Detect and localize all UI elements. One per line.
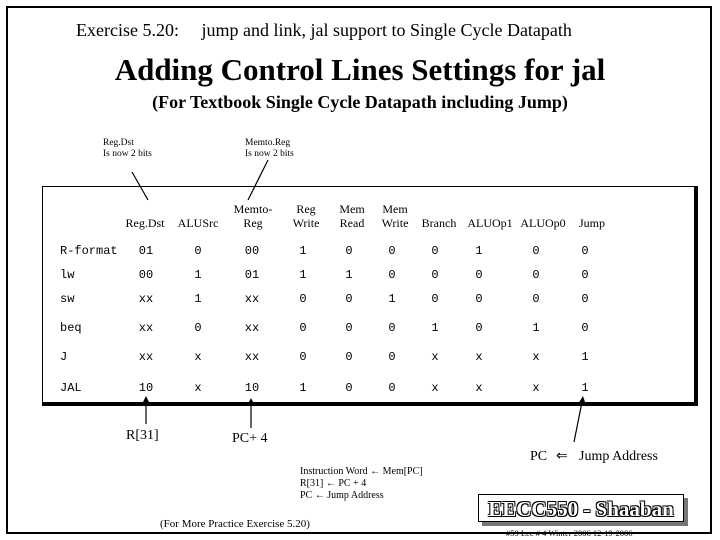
table-cell: 0 [388,321,396,335]
row-label-rformat: R-format [60,244,118,258]
table-cell: 0 [388,268,396,282]
col-header-regdst: Reg.Dst [125,216,165,230]
table-cell: 0 [581,268,589,282]
table-cell: 0 [475,321,483,335]
table-cell: 1 [532,321,540,335]
table-cell: x [194,381,202,395]
footnote-line: R[31] ← PC + 4 [300,478,367,489]
col-header-aluop1: ALUOp1 [467,216,513,230]
table-cell: x [475,350,483,364]
table-cell: 0 [345,350,353,364]
r31-label: R[31] [126,428,159,443]
r31-arrowhead-icon [142,396,150,404]
practice-note: (For More Practice Exercise 5.20) [160,518,310,530]
table-cell: 0 [581,244,589,258]
table-cell: x [532,381,540,395]
table-cell: 0 [532,244,540,258]
col-header-regwrite: Reg Write [292,202,320,230]
table-cell: x [194,350,202,364]
table-cell: 1 [299,268,307,282]
table-cell: 1 [581,350,589,364]
exercise-topic: jump and link, jal support to Single Cycle Datapath [201,20,572,40]
table-cell: x [431,350,439,364]
table-cell: 0 [581,321,589,335]
table-cell: 0 [431,268,439,282]
row-label-j: J [60,350,68,364]
table-cell: 0 [388,350,396,364]
table-cell: 0 [194,321,202,335]
left-arrow-icon: ⇐ [556,449,568,464]
table-cell: 0 [431,244,439,258]
jump-address-label: Jump Address [579,449,658,464]
table-cell: 0 [345,381,353,395]
col-header-branch: Branch [421,216,457,230]
table-cell: 0 [388,381,396,395]
table-cell: 1 [431,321,439,335]
col-header-aluop0: ALUOp0 [520,216,566,230]
col-header-alusrc: ALUSrc [177,216,219,230]
table-cell: 10 [138,381,154,395]
table-cell: 1 [581,381,589,395]
table-cell: 0 [194,244,202,258]
memtoreg-note-line: Is now 2 bits [245,149,294,159]
memtoreg-pointer-line [248,160,268,200]
table-cell: 0 [388,244,396,258]
table-cell: 10 [244,381,260,395]
table-cell: xx [138,321,154,335]
pc4-arrowhead-icon [247,398,255,406]
col-header-memread: Mem Read [339,202,365,230]
col-header-memtoreg: Memto-Reg [233,202,273,230]
table-cell: x [532,350,540,364]
table-cell: xx [138,350,154,364]
table-cell: 01 [244,268,260,282]
footnote-line: Instruction Word ← Mem[PC] [300,466,423,477]
row-label-jal: JAL [60,381,82,395]
exercise-label: Exercise 5.20: [76,20,179,40]
table-cell: 1 [345,268,353,282]
row-label-lw: lw [60,268,75,282]
table-cell: 0 [532,292,540,306]
table-cell: 0 [345,292,353,306]
table-cell: 0 [299,292,307,306]
table-cell: 0 [475,268,483,282]
row-label-sw: sw [60,292,75,306]
table-cell: 01 [138,244,154,258]
table-cell: 0 [299,350,307,364]
table-cell: xx [244,292,260,306]
table-cell: 0 [431,292,439,306]
row-label-beq: beq [60,321,82,335]
brand-text: EECC550 - Shaaban [488,497,674,521]
table-cell: 0 [532,268,540,282]
col-header-memwrite: Mem Write [381,202,409,230]
table-cell: 1 [388,292,396,306]
pc4-label: PC+ 4 [232,431,268,446]
pc-label: PC [530,449,548,464]
table-cell: 00 [138,268,154,282]
table-cell: 0 [581,292,589,306]
memtoreg-note-line: Memto.Reg [245,138,291,148]
table-cell: 0 [345,321,353,335]
table-cell: xx [138,292,154,306]
regdst-note-line: Reg.Dst [103,138,134,148]
footnote-line: PC ← Jump Address [300,490,384,501]
table-cell: 1 [299,381,307,395]
slide-footer: #59 Lec # 4 Winter 2006 12-19-2006 [506,528,633,538]
regdst-note-line: Is now 2 bits [103,149,152,159]
table-cell: x [475,381,483,395]
table-cell: 1 [194,268,202,282]
table-cell: x [431,381,439,395]
table-cell: 00 [244,244,260,258]
col-header-jump: Jump [578,216,605,230]
jump-arrowhead-icon [578,396,586,405]
table-cell: xx [244,321,260,335]
slide-title: Adding Control Lines Settings for jal [114,52,606,87]
table-cell: 0 [475,292,483,306]
table-cell: xx [244,350,260,364]
regdst-pointer-line [132,172,148,200]
jump-arrow-line [574,402,582,442]
table-cell: 1 [194,292,202,306]
table-cell: 0 [299,321,307,335]
table-cell: 1 [299,244,307,258]
slide-subtitle: (For Textbook Single Cycle Datapath including Jump) [152,92,568,112]
table-cell: 1 [475,244,483,258]
table-cell: 0 [345,244,353,258]
